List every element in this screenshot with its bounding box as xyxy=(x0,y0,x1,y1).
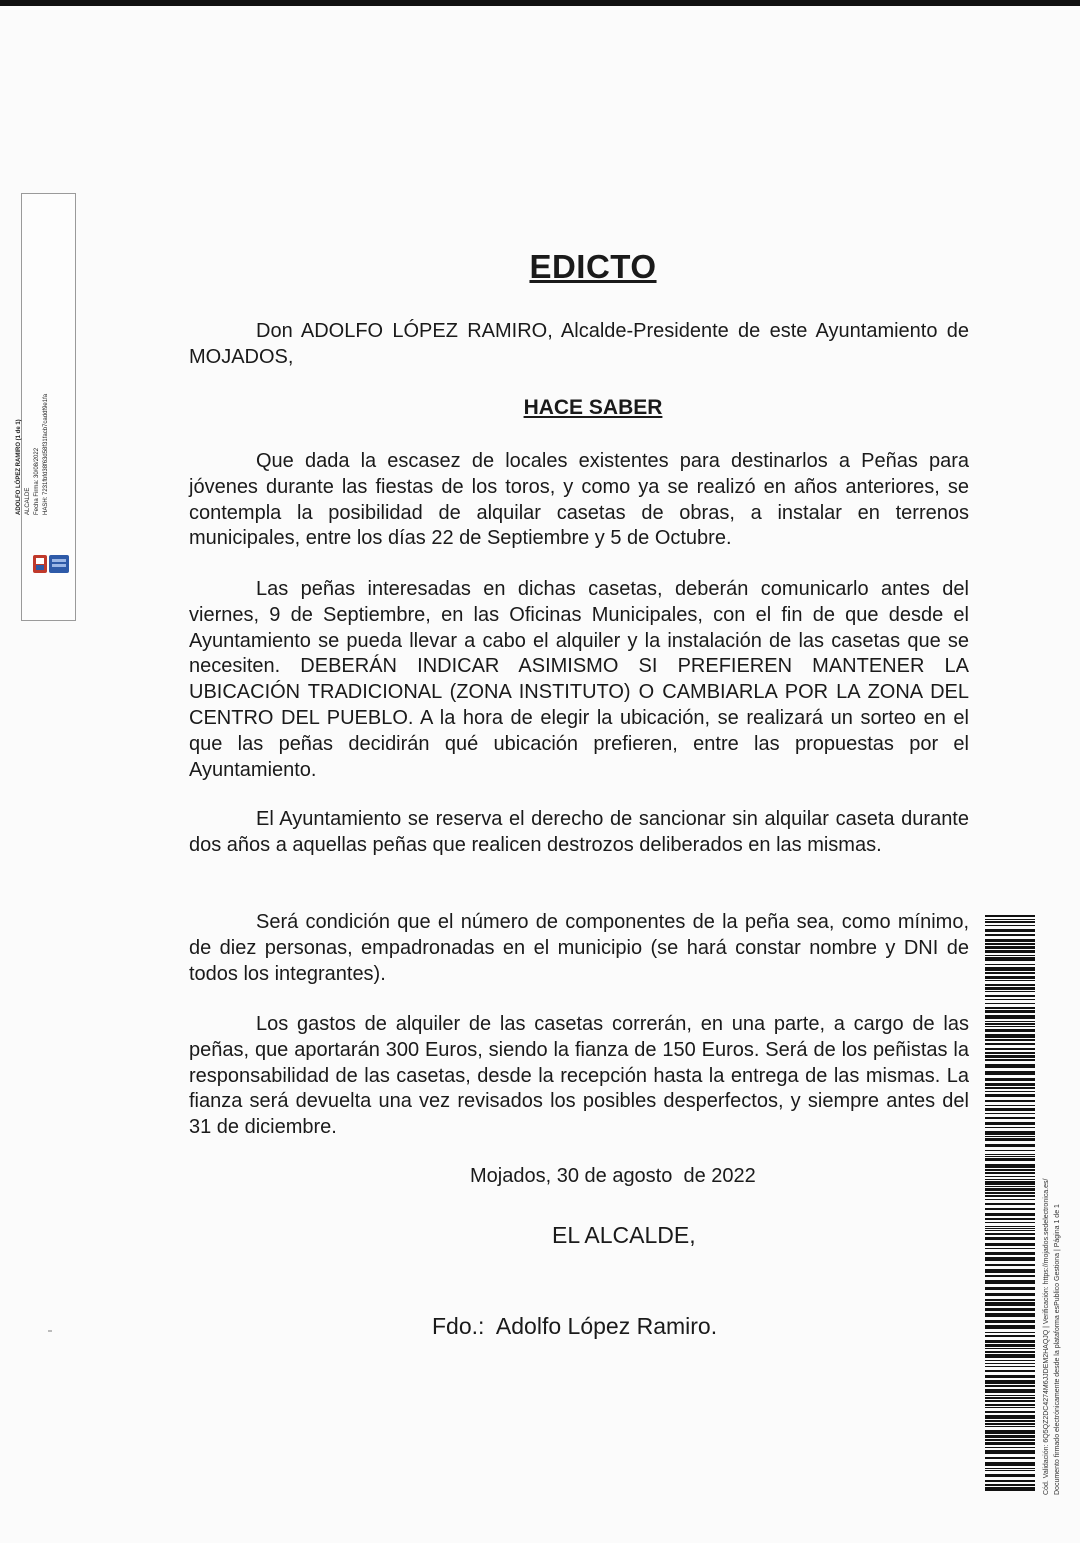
document-subtitle: HACE SABER xyxy=(523,396,663,419)
signature-stamp-text xyxy=(15,215,59,515)
top-edge-bar xyxy=(0,0,1080,6)
place-date: Mojados, 30 de agosto de 2022 xyxy=(470,1165,756,1187)
paragraph-text: Será condición que el número de componentes de la peña sea, como mínimo, de diez personas, empadronadas en el municipio (se hará constar nombre y DNI de todos los integrantes). xyxy=(189,911,969,985)
paragraph-5 xyxy=(189,1012,969,1141)
document-title: EDICTO xyxy=(529,248,657,285)
paragraph-2 xyxy=(189,577,969,783)
paragraph-text: El Ayuntamiento se reserva el derecho de sancionar sin alquilar caseta durante dos años a aquellas peñas que realicen destrozos deliberados en las mismas. xyxy=(189,808,969,856)
paragraph-1 xyxy=(189,449,969,552)
paragraph-3 xyxy=(189,807,969,859)
stamp-sign-date: Fecha Firma: 30/08/2022 xyxy=(34,447,40,515)
signature-title: EL ALCALDE, xyxy=(552,1222,696,1248)
paragraph-4 xyxy=(189,910,969,987)
verification-text xyxy=(1041,935,1063,1495)
intro-paragraph xyxy=(189,319,969,371)
barcode-icon xyxy=(985,915,1035,1492)
stamp-role: ALCALDE xyxy=(25,487,31,515)
verification-line-2: Documento firmado electrónicamente desde la plataforma esPublico Gestiona | Página 1 de 1 xyxy=(1054,1204,1061,1495)
intro-text: Don ADOLFO LÓPEZ RAMIRO, Alcalde-Presidente de este Ayuntamiento de MOJADOS, xyxy=(189,320,969,368)
verification-line-1: Cód. Validación: 6Q5QZ2DC4274M6JJDEM2HAQJQ | Verificación: https://mojados.sedelectronica.es/ xyxy=(1043,1178,1050,1495)
signed-by: Fdo.: Adolfo López Ramiro. xyxy=(432,1313,718,1339)
paragraph-text: Las peñas interesadas en dichas casetas, deberán comunicarlo antes del viernes, 9 de Septiembre, en las Oficinas Municipales, con el fin de que desde el Ayuntamiento se pueda llevar a cabo el alquiler y la instalación de las casetas que se necesiten. DEBERÁN INDICAR ASIMISMO SI PREFIEREN MANTENER LA UBICACIÓN TRADICIONAL (ZONA INSTITUTO) O CAMBIARLA POR LA ZONA DEL CENTRO DEL PUEBLO. A la hora de elegir la ubicación, se realizará un sorteo en el que las peñas decidirán qué ubicación prefieren, entre las propuestas por el Ayuntamiento. xyxy=(189,578,969,781)
municipal-seal-icon xyxy=(31,551,71,577)
paragraph-text: Que dada la escasez de locales existentes para destinarlos a Peñas para jóvenes durante las fiestas de los toros, y como ya se realizó en años anteriores, se contempla la posibilidad de alquilar casetas de obras, a instalar en terrenos municipales, entre los días 22 de Septiembre y 5 de Octubre. xyxy=(189,450,969,550)
paragraph-text: Los gastos de alquiler de las casetas correrán, en una parte, a cargo de las peñas, que aportarán 300 Euros, siendo la fianza de 150 Euros. Será de los peñistas la responsabilidad de las casetas, desde la recepción hasta la entrega de las mismas. La fianza será devuelta una vez revisados los posibles desperfectos, y siempre antes del 31 de diciembre. xyxy=(189,1013,969,1139)
stamp-signer: ADOLFO LÓPEZ RAMIRO (1 de 1) xyxy=(16,419,22,515)
stamp-hash: HASH: 7231fbfd38f63d58f31facb7caddf9e1fa xyxy=(43,393,49,515)
scan-speck xyxy=(48,1330,52,1332)
